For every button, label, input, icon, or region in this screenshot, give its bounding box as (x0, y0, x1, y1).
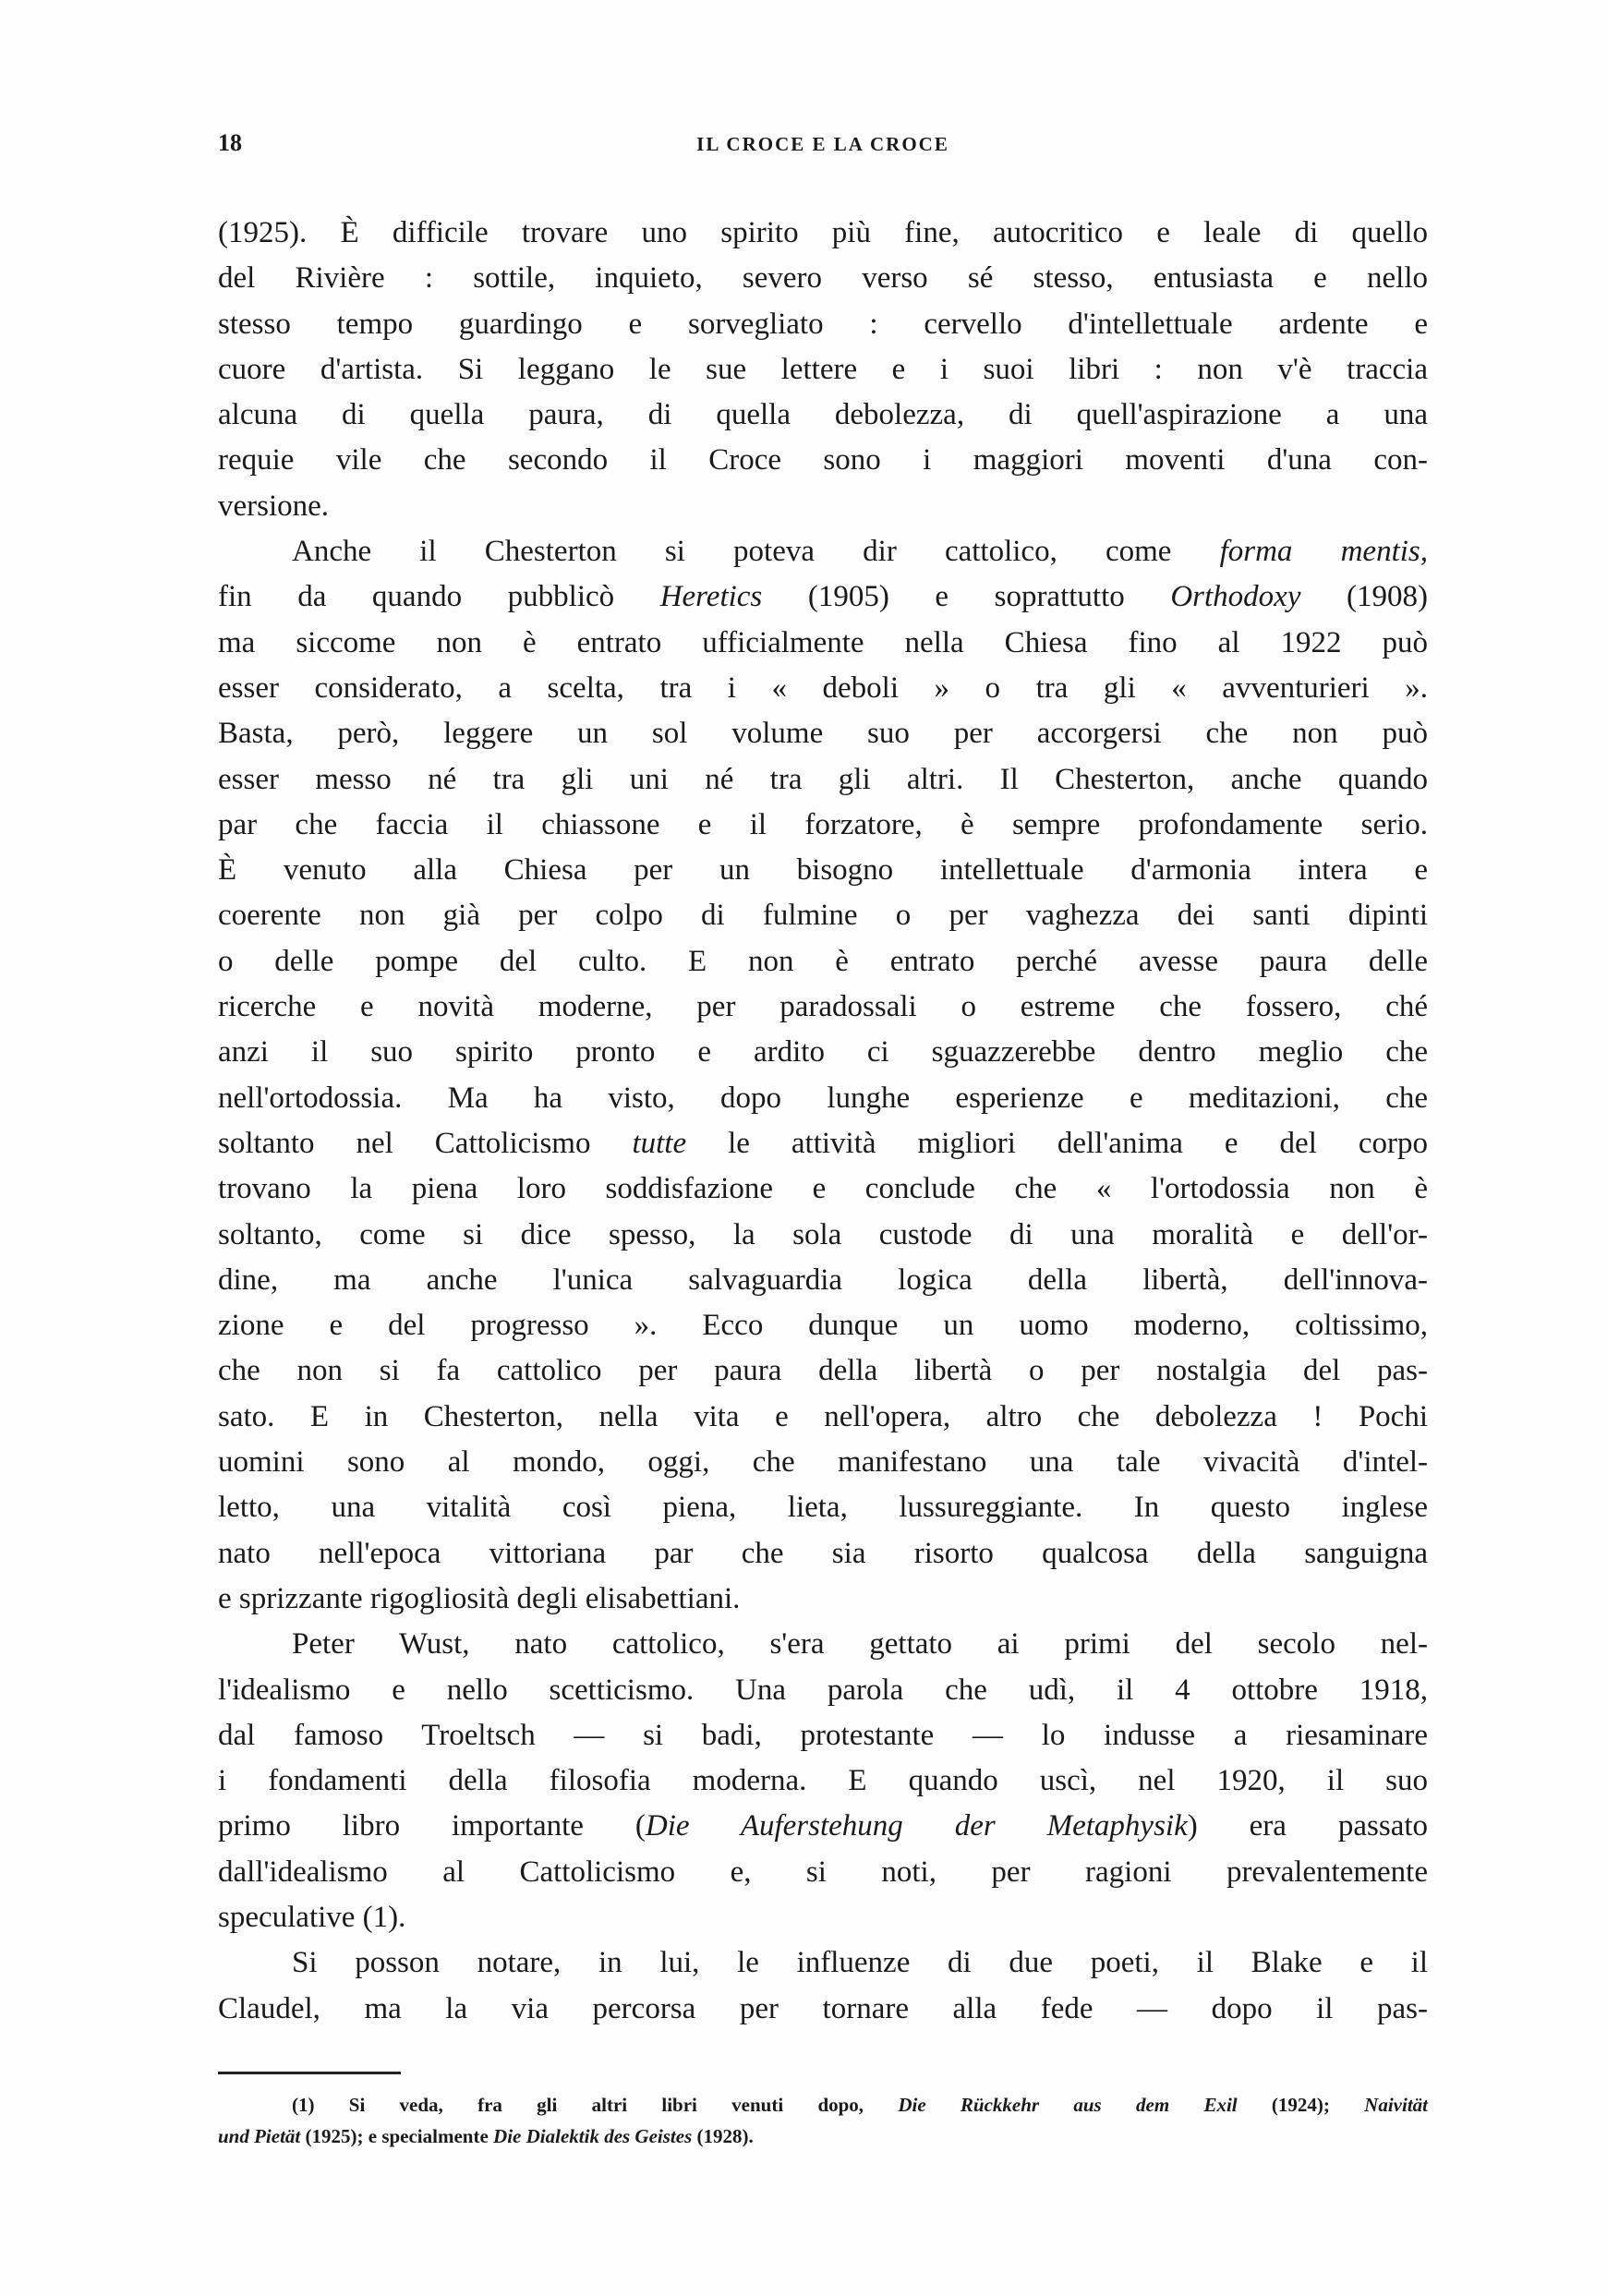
page-number: 18 (218, 129, 242, 156)
text-run: (1905) e soprattutto (762, 580, 1171, 614)
text-line: coerente non già per colpo di fulmine o per vaghezza dei santi dipinti (218, 899, 1428, 933)
text-line: e sprizzante rigogliosità degli elisabettiani. (218, 1581, 741, 1615)
text-line: soltanto, come si dice spesso, la sola custode di una moralità e dell'or- (218, 1217, 1428, 1251)
italic-term: tutte (632, 1126, 687, 1160)
footnote (218, 2089, 1428, 2152)
text-line: Peter Wust, nato cattolico, s'era gettato ai primi del secolo nel- (292, 1627, 1428, 1662)
text-line: alcuna di quella paura, di quella debolezza, di quell'aspirazione a una (218, 398, 1428, 432)
text-line: esser messo né tra gli uni né tra gli altri. Il Chesterton, anche quando (218, 762, 1428, 796)
book-title: und Pietät (218, 2125, 301, 2147)
text-line: che non si fa cattolico per paura della libertà o per nostalgia del pas- (218, 1354, 1428, 1388)
book-title: Die Dialektik des Geistes (493, 2125, 693, 2147)
running-head (218, 129, 1428, 166)
book-title: Naivität (1364, 2094, 1428, 2116)
text-line: uomini sono al mondo, oggi, che manifestano una tale vivacità d'intel- (218, 1445, 1428, 1480)
text-line: cuore d'artista. Si leggano le sue lettere e i suoi libri : non v'è traccia (218, 352, 1428, 386)
book-title: Die Auferstehung der Metaphysik (645, 1809, 1188, 1843)
footnote-line (218, 2089, 1428, 2121)
text-run: (1928). (692, 2125, 754, 2147)
text-line: (1925). È difficile trovare uno spirito più fine, autocritico e leale di quello (218, 216, 1428, 249)
text-line: dal famoso Troeltsch — si badi, protestante — lo indusse a riesaminare (218, 1718, 1428, 1752)
text-line: speculative (1). (218, 1900, 406, 1934)
text-line: trovano la piena loro soddisfazione e conclude che « l'ortodossia non è (218, 1172, 1428, 1206)
text-line: zione e del progresso ». Ecco dunque un uomo moderno, coltissimo, (218, 1309, 1428, 1343)
text-line (218, 529, 1428, 574)
text-line: par che faccia il chiassone e il forzatore, è sempre profondamente serio. (218, 807, 1428, 841)
text-line: dine, ma anche l'unica salvaguardia logica della libertà, dell'innova- (218, 1263, 1428, 1297)
book-title: Heretics (659, 580, 763, 614)
text-run: primo libro importante ( (218, 1809, 646, 1843)
text-line: esser considerato, a scelta, tra i « deboli » o tra gli « avventurieri ». (218, 671, 1428, 705)
text-line: ma siccome non è entrato ufficialmente nella Chiesa fino al 1922 può (218, 625, 1428, 659)
text-line: dall'idealismo al Cattolicismo e, si noti, per ragioni prevalentemente (218, 1855, 1428, 1889)
text-line: o delle pompe del culto. E non è entrato perché avesse paura delle (218, 944, 1428, 978)
text-line: del Rivière : sottile, inquieto, severo verso sé stesso, entusiasta e nello (218, 261, 1428, 296)
text-run: Anche il Chesterton si poteva dir cattolico, come (292, 535, 1220, 569)
text-run: (1924); (1237, 2094, 1365, 2116)
footnote-line (218, 2121, 1428, 2152)
text-line: nell'ortodossia. Ma ha visto, dopo lunghe esperienze e meditazioni, che (218, 1081, 1428, 1115)
text-line: sato. E in Chesterton, nella vita e nell'opera, altro che debolezza ! Pochi (218, 1399, 1428, 1433)
text-line: Si posson notare, in lui, le influenze di due poeti, il Blake e il (292, 1946, 1428, 1980)
text-line: anzi il suo spirito pronto e ardito ci sguazzerebbe dentro meglio che (218, 1035, 1428, 1069)
text-line: i fondamenti della filosofia moderna. E quando uscì, nel 1920, il suo (218, 1764, 1428, 1798)
text-run: fin da quando pubblicò (218, 580, 660, 614)
text-run: ) era passato (1187, 1809, 1429, 1843)
book-title: Orthodoxy (1170, 580, 1301, 614)
text-line: Claudel, ma la via percorsa per tornare alla fede — dopo il pas- (218, 1991, 1428, 2025)
text-line: stesso tempo guardingo e sorvegliato : cervello d'intellettuale ardente e (218, 307, 1428, 341)
book-title: Die Rückkehr aus dem Exil (898, 2094, 1238, 2116)
footnote-divider (218, 2072, 401, 2074)
text-run: soltanto nel Cattolicismo (218, 1126, 633, 1160)
italic-term: forma mentis, (1219, 535, 1428, 569)
text-run: le attività migliori dell'anima e del corpo (686, 1126, 1428, 1160)
body-text (218, 211, 1428, 2032)
text-run: (1) Si veda, fra gli altri libri venuti dopo, (292, 2094, 899, 2116)
text-line: nato nell'epoca vittoriana par che sia risorto qualcosa della sanguigna (218, 1536, 1428, 1570)
running-title: IL CROCE E LA CROCE (696, 133, 949, 155)
text-line (218, 1804, 1428, 1849)
text-line (218, 574, 1428, 620)
text-line: versione. (218, 489, 330, 523)
text-run: (1908) (1300, 580, 1429, 614)
text-line: È venuto alla Chiesa per un bisogno intellettuale d'armonia intera e (218, 853, 1428, 888)
text-line: requie vile che secondo il Croce sono i maggiori moventi d'una con- (218, 443, 1428, 477)
text-line: l'idealismo e nello scetticismo. Una parola che udì, il 4 ottobre 1918, (218, 1673, 1428, 1707)
text-line: letto, una vitalità così piena, lieta, lussureggiante. In questo inglese (218, 1491, 1428, 1525)
text-line (218, 1121, 1428, 1166)
text-line: Basta, però, leggere un sol volume suo per accorgersi che non può (218, 717, 1428, 751)
text-run: (1925); e specialmente (300, 2125, 494, 2147)
text-line: ricerche e novità moderne, per paradossali o estreme che fossero, ché (218, 990, 1428, 1024)
